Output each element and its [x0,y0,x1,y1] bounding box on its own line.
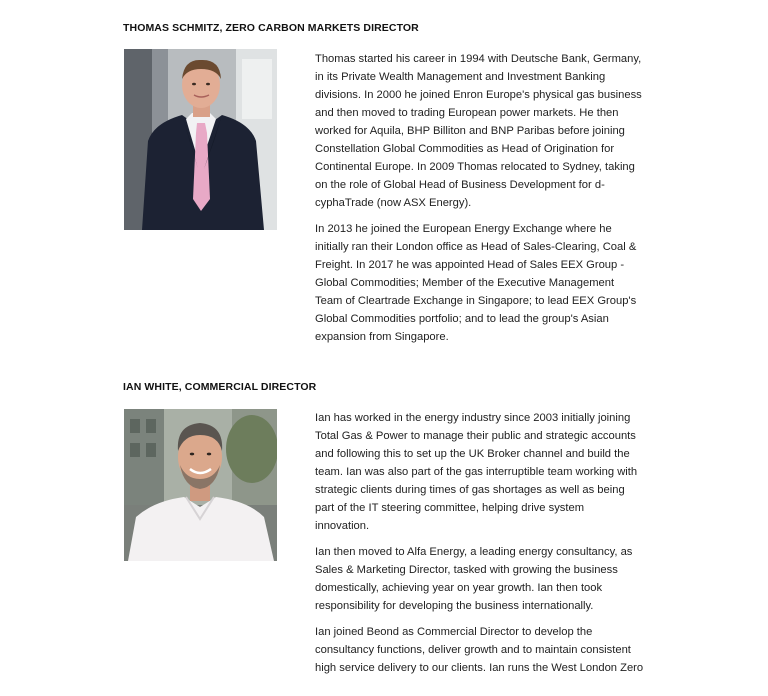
bio-paragraph: Thomas started his career in 1994 with Deutsche Bank, Germany, in its Private Wealth Management and Investment Banking divisions. In 2000 he joined Enron Europe's physical gas business and then moved to trading European power markets. He then worked for Aquila, BHP Billiton and BNP Paribas before joining Constellation Global Commodities as Head of Origination for Continental Europe. In 2009 Thomas relocated to Sydney, taking on the role of Global Head of Business Development for d- cyphaTrade (now ASX Energy). [315,53,642,209]
bio-paragraph: Ian then moved to Alfa Energy, a leading energy consultancy, as Sales & Marketing Director, tasked with growing the business domestically, achieving year on year growth. Ian then took responsibility for developing the business internationally. [315,546,633,612]
bio-paragraph: Ian has worked in the energy industry since 2003 initially joining Total Gas & Power to manage their public and strategic accounts and following this to set up the UK Broker channel and build the team. Ian was also part of the gas interruptible team working with strategic clients during times of gas shortages as well as being part of the IT steering committee, helping drive system innovation. [315,412,638,532]
bio-paragraph: In 2013 he joined the European Energy Exchange where he initially ran their London office as Head of Sales-Clearing, Coal & Freight. In 2017 he was appointed Head of Sales EEX Group - Global Commodities; Member of the Executive Management Team of Cleartrade Exchange in Singapore; to lead EEX Group's Global Commodities portfolio; and to lead the group's Asian expansion from Singapore. [315,223,637,343]
portrait-man-dark-suit [124,49,277,230]
profile-photo [124,409,277,561]
profile-bio [315,50,655,354]
bio-paragraph: Ian joined Beond as Commercial Director to develop the consultancy functions, deliver growth and to maintain consistent high service delivery to our clients. Ian runs the West London Zero [315,626,644,674]
profile-heading: THOMAS SCHMITZ, ZERO CARBON MARKETS DIRECTOR [123,22,419,34]
profile-photo [124,49,277,230]
portrait-man-white-shirt [124,409,277,561]
profile-bio [315,409,655,685]
profile-heading: IAN WHITE, COMMERCIAL DIRECTOR [123,381,317,393]
